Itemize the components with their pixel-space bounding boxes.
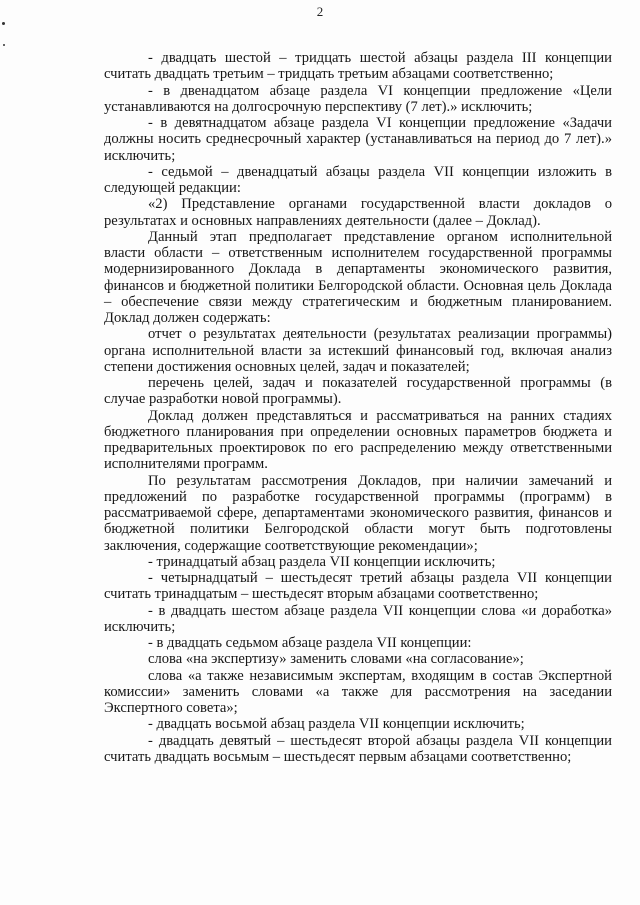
paragraph: По результатам рассмотрения Докладов, при наличии замечаний и предложений по разработке государственной программы (программ) в рассматриваемой сфере, департаментами экономического развития, финансов и бюджетной политики Белгородской области могут быть подготовлены заключения, содержащие соответствующие рекомендации»; bbox=[104, 472, 612, 554]
paragraph: «2) Представление органами государственной власти докладов о результатах и основных направлениях деятельности (далее – Доклад). bbox=[104, 196, 612, 229]
scan-speck bbox=[3, 44, 5, 46]
paragraph: слова «а также независимым экспертам, входящим в состав Экспертной комиссии» заменить словами «а также для рассмотрения на заседании Экспертного совета»; bbox=[104, 667, 612, 716]
paragraph: отчет о результатах деятельности (результатах реализации программы) органа исполнительной власти за истекший финансовый год, включая анализ степени достижения основных целей, задач и показателей; bbox=[104, 326, 612, 375]
paragraph: слова «на экспертизу» заменить словами «на согласование»; bbox=[148, 651, 524, 668]
paragraph: - двадцать восьмой абзац раздела VII концепции исключить; bbox=[148, 716, 525, 733]
scan-speck bbox=[2, 22, 5, 25]
paragraph: - двадцать девятый – шестьдесят второй абзацы раздела VII концепции считать двадцать восьмым – шестьдесят первым абзацами соответственно; bbox=[104, 732, 612, 765]
page-number: 2 bbox=[316, 4, 324, 19]
paragraph: - в девятнадцатом абзаце раздела VI концепции предложение «Задачи должны носить среднесрочный характер (устанавливаться на период до 7 лет).» исключить; bbox=[104, 115, 612, 164]
paragraph: - в двадцать шестом абзаце раздела VII концепции слова «и доработка» исключить; bbox=[104, 602, 612, 635]
paragraph: - в двадцать седьмом абзаце раздела VII концепции: bbox=[148, 635, 472, 651]
paragraph: перечень целей, задач и показателей государственной программы (в случае разработки новой программы). bbox=[104, 375, 612, 408]
paragraph: Доклад должен представляться и рассматриваться на ранних стадиях бюджетного планирования при определении основных параметров бюджета и предварительных проектировок по его распределению между ответственными исполнителями программ. bbox=[104, 407, 612, 473]
paragraph: - в двенадцатом абзаце раздела VI концепции предложение «Цели устанавливаются на долгосрочную перспективу (7 лет).» исключить; bbox=[104, 82, 612, 115]
paragraph: - четырнадцатый – шестьдесят третий абзацы раздела VII концепции считать тринадцатым – шестьдесят вторым абзацами соответственно; bbox=[104, 570, 612, 603]
paragraph: - тринадцатый абзац раздела VII концепции исключить; bbox=[148, 553, 496, 570]
paragraph: - двадцать шестой – тридцать шестой абзацы раздела III концепции считать двадцать третьим – тридцать третьим абзацами соответственно; bbox=[104, 50, 612, 83]
paragraph: - седьмой – двенадцатый абзацы раздела VII концепции изложить в следующей редакции: bbox=[104, 163, 612, 196]
document-body bbox=[104, 50, 612, 765]
paragraph: Данный этап предполагает представление органом исполнительной власти области – ответственным исполнителем государственной программы модернизированного Доклада в департаменты экономического развития, финансов и бюджетной политики Белгородской области. Основная цель Доклада – обеспечение связи между стратегическим и бюджетным планированием. Доклад должен содержать: bbox=[104, 228, 612, 326]
